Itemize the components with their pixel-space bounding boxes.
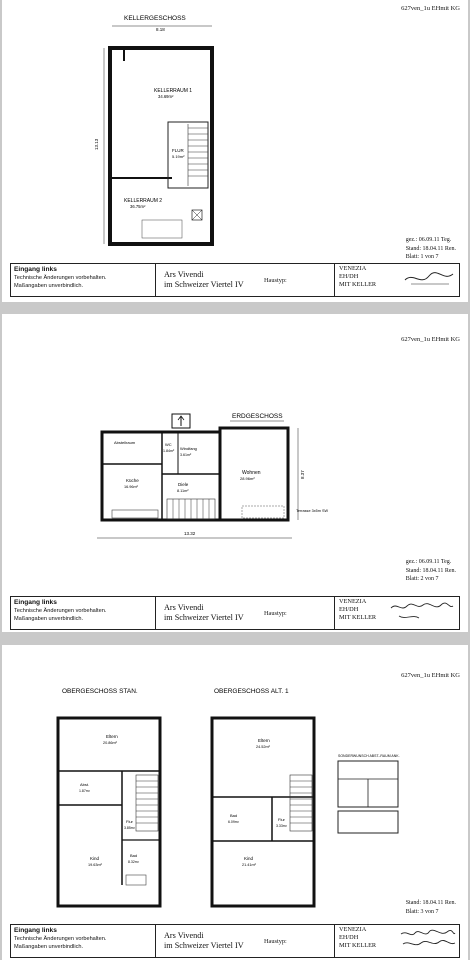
room-name: Flur: [126, 819, 133, 824]
plan-sheet-kellergeschoss: [2, 0, 468, 302]
floor-label-standard: OBERGESCHOSS STAN.: [62, 688, 138, 695]
signature-icon: [399, 928, 457, 954]
project-block: [156, 264, 335, 296]
haustyp-label: Haustyp:: [264, 610, 287, 617]
note-line: Maßangaben unverbindlich.: [14, 616, 84, 622]
floorplan-kellergeschoss: [2, 0, 468, 260]
plan-sheet-obergeschoss: [2, 645, 468, 960]
room-name: Eltern: [106, 734, 118, 739]
room-area: 1.84m²: [163, 449, 175, 453]
entrance-label: Eingang links: [14, 599, 57, 606]
sheet-meta: [406, 558, 456, 584]
room-area: 8.32m²: [128, 860, 139, 864]
room-name: Eltern: [258, 738, 270, 743]
floorplan-erdgeschoss: [2, 314, 468, 554]
room-name: Wohnen: [242, 470, 261, 476]
project-line: im Schweizer Viertel IV: [164, 613, 244, 622]
room-area: 3.61m²: [180, 453, 192, 457]
haustyp-value: EH/DH: [339, 934, 359, 941]
room-area: 6.09m²: [228, 820, 239, 824]
haustyp-label: Haustyp:: [264, 277, 287, 284]
document-id: 627ven_1u EHmit KG: [401, 672, 460, 679]
haustyp-value: VENEZIA: [339, 265, 367, 272]
note-line: Maßangaben unverbindlich.: [14, 283, 84, 289]
document-id: 627ven_1u EHmit KG: [401, 5, 460, 12]
dimension-depth: 8.37: [300, 470, 305, 479]
project-block: [156, 597, 335, 629]
project-name: [164, 603, 264, 623]
notes: [11, 264, 156, 296]
room-area: 34.69m²: [158, 94, 174, 99]
drawn-date: gez.: 06.09.11 Teg.: [405, 237, 452, 243]
entrance-label: Eingang links: [14, 266, 57, 273]
room-name: Abst.: [80, 782, 90, 787]
haustyp-value: EH/DH: [339, 273, 359, 280]
title-block: [10, 924, 460, 958]
haustyp-value: EH/DH: [339, 606, 359, 613]
room-name: Diele: [178, 482, 189, 487]
room-area: 3.33m²: [276, 824, 287, 828]
note-line: Technische Änderungen vorbehalten.: [14, 275, 107, 281]
floor-label-alternative: OBERGESCHOSS ALT. 1: [214, 688, 289, 695]
title-block: [10, 263, 460, 297]
haustyp-value: VENEZIA: [339, 598, 367, 605]
dimension-depth: 13.13: [94, 138, 99, 150]
floorplan-obergeschoss: [2, 645, 468, 915]
haustyp-value: MIT KELLER: [339, 614, 377, 621]
room-area: 20.86m²: [103, 741, 117, 745]
special-request-label: SONDERWUNSCH ABST.-RAUM ANK.: [338, 754, 400, 758]
room-name: Flur: [278, 817, 285, 822]
dimension-width: 13.32: [184, 531, 196, 536]
room-name: KELLERRAUM 2: [124, 198, 163, 204]
haustyp-label: Haustyp:: [264, 938, 287, 945]
entrance-label: Eingang links: [14, 927, 57, 934]
project-line: Ars Vivendi: [164, 603, 204, 612]
sheet-meta: [406, 236, 456, 262]
room-name: WC: [165, 442, 172, 447]
room-name: Bad: [230, 813, 238, 818]
project-name: [164, 270, 264, 290]
room-area: 36.75m²: [130, 204, 146, 209]
revision-date: Stand: 18.04.11 Ren.: [405, 900, 456, 906]
room-name: Abstellraum: [114, 440, 136, 445]
room-area: 3.85m²: [124, 826, 135, 830]
room-area: 16.96m²: [124, 485, 138, 489]
room-name: Bad: [130, 853, 138, 858]
dimension-width: 8.18: [156, 27, 165, 32]
project-block: [156, 925, 335, 957]
room-name: Windfang: [180, 446, 197, 451]
sheet-meta: [406, 899, 456, 916]
drawn-date: gez.: 06.09.11 Teg.: [405, 559, 452, 565]
revision-date: Stand: 18.04.11 Ren.: [405, 245, 456, 252]
floor-label: KELLERGESCHOSS: [124, 15, 186, 22]
sheet-number: Blatt: 1 von 7: [405, 254, 439, 260]
floor-label: ERDGESCHOSS: [232, 413, 283, 420]
haustyp-value: MIT KELLER: [339, 942, 377, 949]
notes: [11, 925, 156, 957]
project-line: im Schweizer Viertel IV: [164, 280, 244, 289]
haustyp-block: [335, 264, 459, 296]
haustyp-block: [335, 597, 459, 629]
revision-date: Stand: 18.04.11 Ren.: [405, 567, 456, 574]
room-area: 19.63m²: [88, 863, 102, 867]
room-area: 21.41m²: [242, 863, 256, 867]
room-name: Küche: [126, 478, 139, 483]
document-id: 627ven_1u EHmit KG: [401, 336, 460, 343]
note-line: Technische Änderungen vorbehalten.: [14, 608, 107, 614]
project-name: [164, 931, 264, 951]
terrace-label: Terrasse 3x5m SW: [296, 509, 329, 513]
room-name: Kind: [90, 856, 100, 861]
note-line: Maßangaben unverbindlich.: [14, 944, 84, 950]
room-area: 8.11m²: [177, 489, 189, 493]
room-name: Kind: [244, 856, 254, 861]
haustyp-value: VENEZIA: [339, 926, 367, 933]
room-name: KELLERRAUM 1: [154, 88, 193, 94]
room-area: 24.52m²: [256, 745, 270, 749]
room-name: FLUR: [172, 148, 184, 153]
signature-icon: [403, 268, 455, 290]
room-area: 5.19m²: [172, 154, 185, 159]
project-line: Ars Vivendi: [164, 931, 204, 940]
room-area: 1.87m²: [79, 789, 90, 793]
haustyp-value: MIT KELLER: [339, 281, 377, 288]
signature-icon: [389, 600, 455, 624]
sheet-number: Blatt: 2 von 7: [405, 576, 439, 582]
plan-sheet-erdgeschoss: [2, 314, 468, 632]
sheet-number: Blatt: 3 von 7: [405, 908, 439, 915]
room-area: 28.96m²: [240, 476, 255, 481]
notes: [11, 597, 156, 629]
haustyp-block: [335, 925, 459, 957]
note-line: Technische Änderungen vorbehalten.: [14, 936, 107, 942]
project-line: im Schweizer Viertel IV: [164, 941, 244, 950]
title-block: [10, 596, 460, 630]
project-line: Ars Vivendi: [164, 270, 204, 279]
